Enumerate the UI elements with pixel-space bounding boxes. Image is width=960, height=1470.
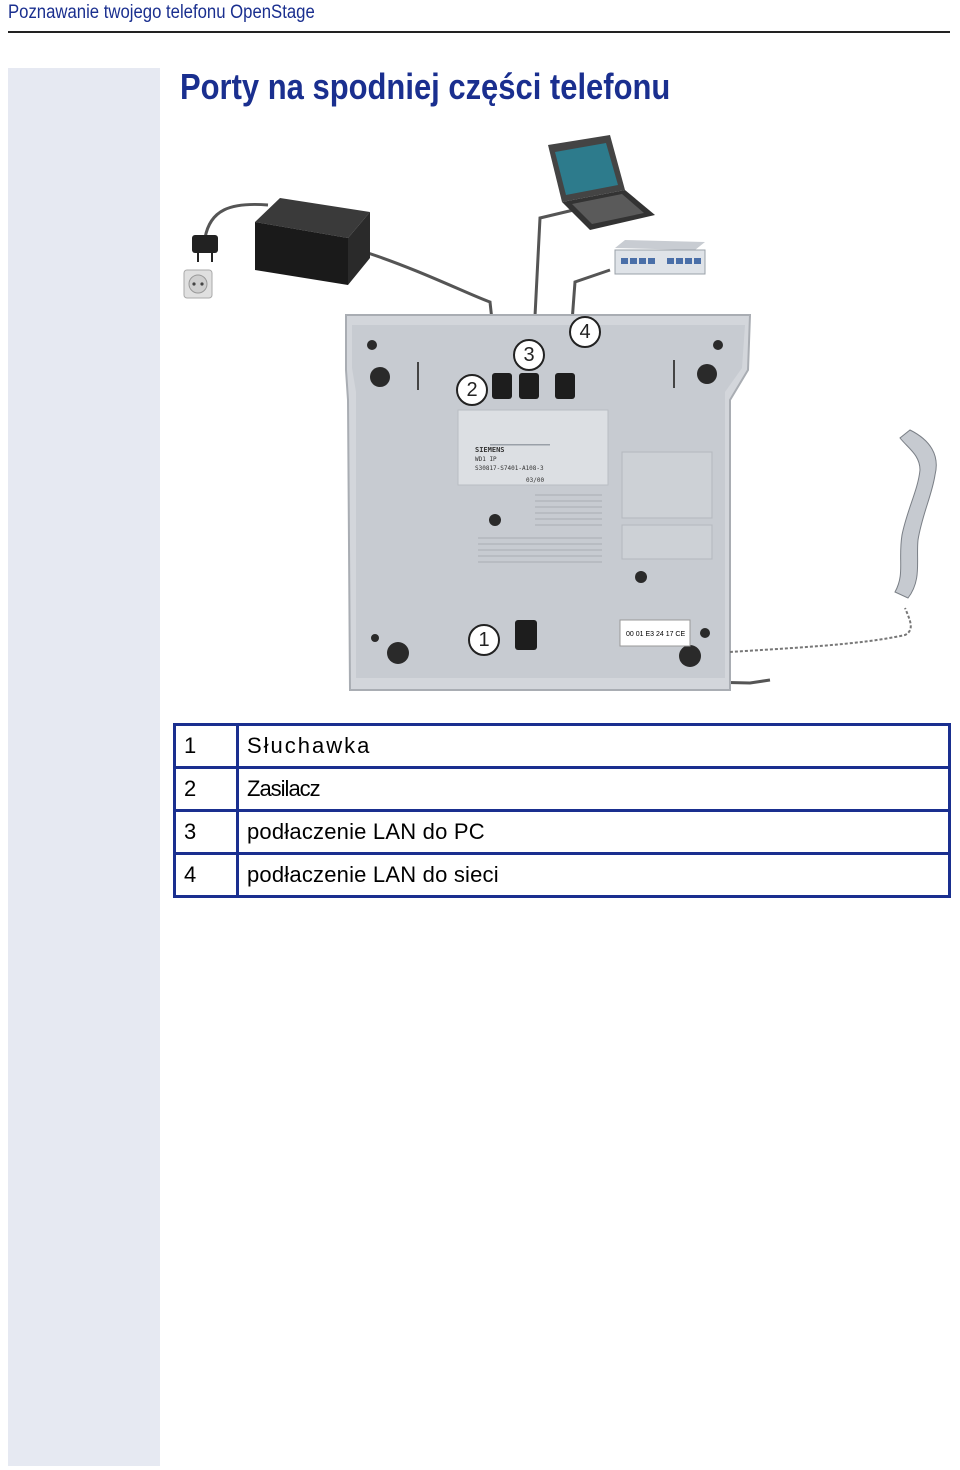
callout-1: 1: [468, 624, 500, 656]
model-label: WD1 IP: [475, 456, 497, 463]
handset-icon: [895, 430, 936, 598]
serial-label: 00 01 E3 24 17 CE: [626, 631, 686, 638]
callout-2: 2: [456, 374, 488, 406]
legend-number: 2: [175, 768, 238, 811]
legend-description: Zasilacz: [238, 768, 950, 811]
phone-base: [346, 315, 750, 690]
running-header: Poznawanie twojego telefonu OpenStage: [8, 2, 315, 23]
legend-description: Słuchawka: [238, 725, 950, 768]
legend-row: [175, 811, 950, 854]
part-number-label: S30817-S7401-A108-3: [475, 465, 544, 472]
legend-row: [175, 725, 950, 768]
sidebar-band: [8, 68, 160, 1466]
revision-label: 03/00: [526, 477, 545, 484]
phone-ports-illustration: [170, 130, 950, 710]
callout-3: 3: [513, 339, 545, 371]
mains-plug-icon: [192, 235, 218, 262]
coiled-cord: [730, 608, 911, 652]
page-title: Porty na spodniej części telefonu: [180, 66, 671, 107]
brand-label: SIEMENS: [475, 446, 505, 454]
legend-description: podłaczenie LAN do sieci: [238, 854, 950, 897]
legend-number: 3: [175, 811, 238, 854]
phone-diagram-svg: [170, 130, 950, 710]
legend-number: 4: [175, 854, 238, 897]
network-switch-icon: [615, 240, 705, 274]
laptop-icon: [548, 135, 655, 230]
legend-row: [175, 768, 950, 811]
power-adapter-icon: [255, 198, 370, 285]
wall-socket-icon: [184, 270, 212, 298]
callout-4: 4: [569, 316, 601, 348]
legend-number: 1: [175, 725, 238, 768]
legend-row: [175, 854, 950, 897]
legend-description: podłaczenie LAN do PC: [238, 811, 950, 854]
legend-table: [173, 723, 951, 898]
header-rule: [8, 31, 950, 33]
